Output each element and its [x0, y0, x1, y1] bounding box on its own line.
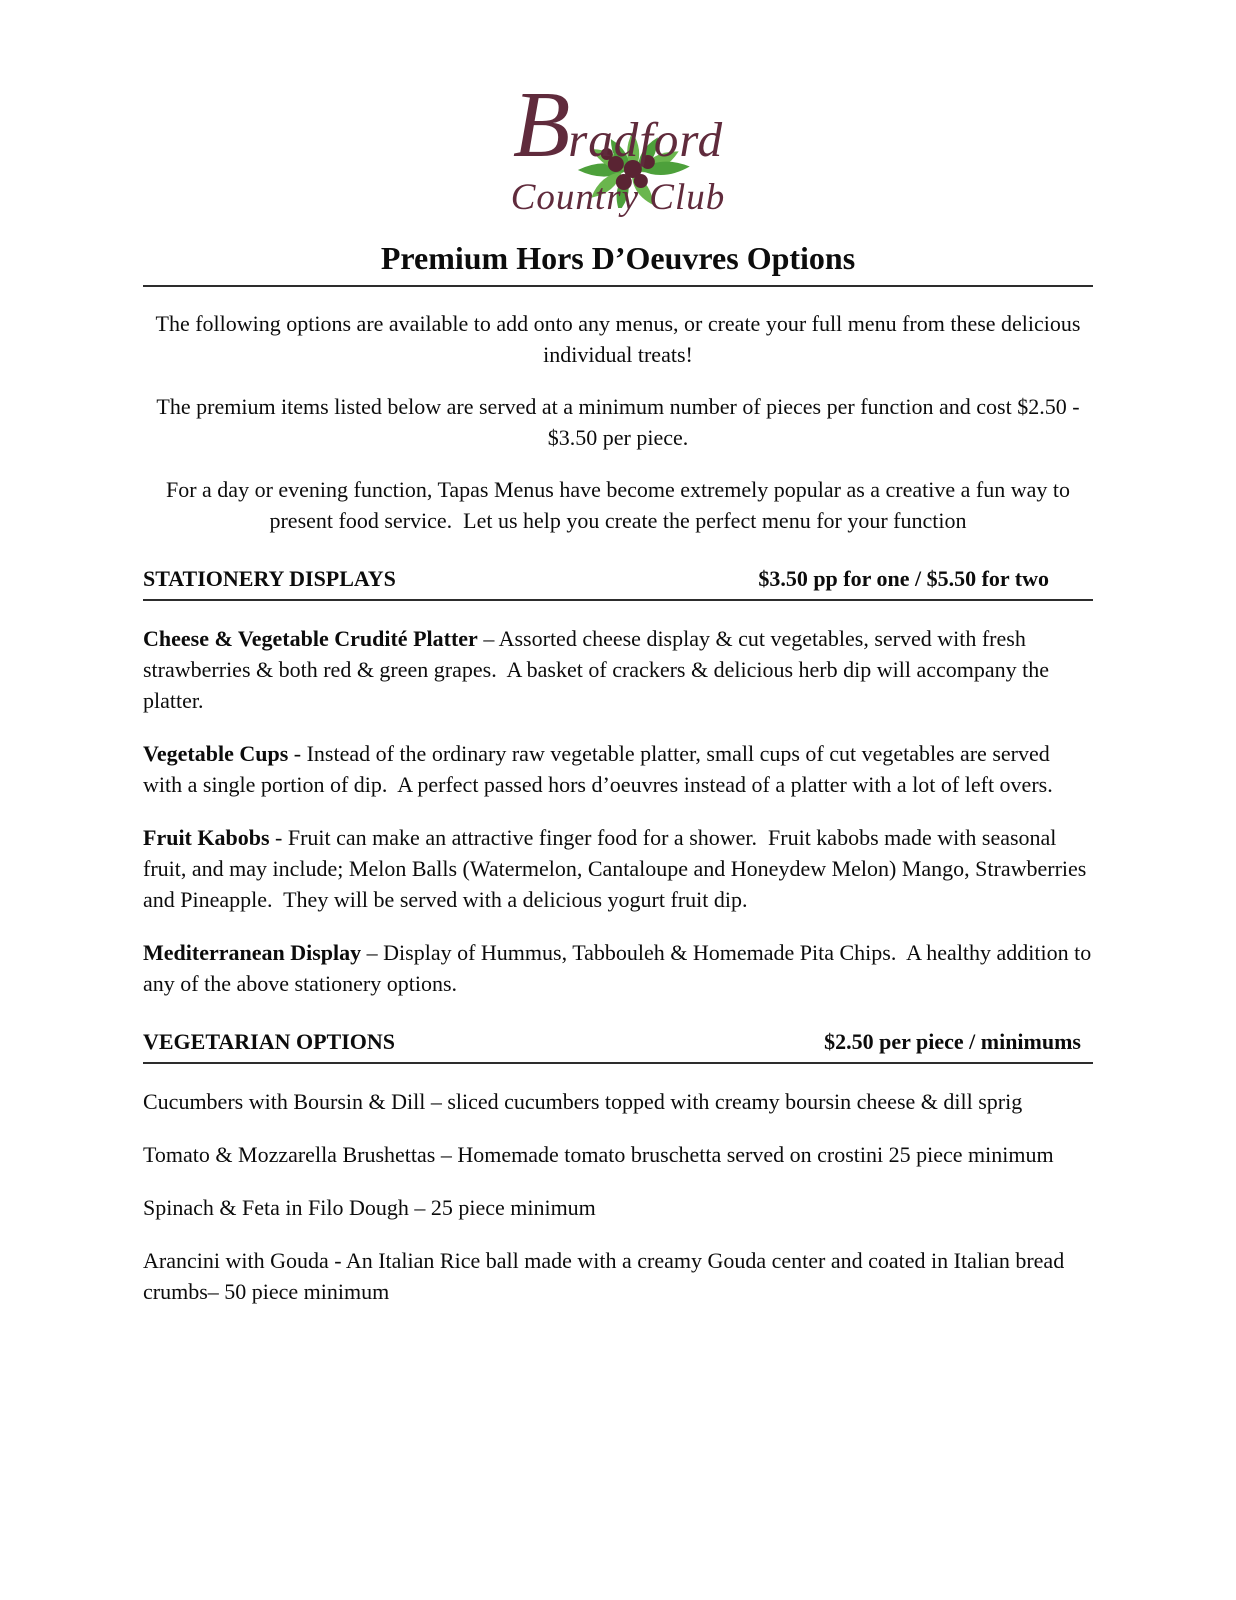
- menu-sections: [143, 565, 1097, 1307]
- menu-item-description: Arancini with Gouda - An Italian Rice ball made with a creamy Gouda center and coated in Italian bread crumbs– 50 piece minimum: [143, 1247, 1070, 1304]
- section-items: [143, 1086, 1093, 1307]
- club-name: [143, 73, 1093, 177]
- menu-item-description: Cucumbers with Boursin & Dill – sliced cucumbers topped with creamy boursin cheese & dill sprig: [143, 1088, 1023, 1114]
- section-header: [143, 566, 1093, 601]
- section-header: [143, 1029, 1093, 1064]
- menu-item-name: Cheese & Vegetable Crudité Platter: [143, 625, 478, 651]
- club-logo: [143, 73, 1093, 228]
- menu-item-separator: –: [361, 939, 384, 965]
- menu-item-description: Tomato & Mozzarella Brushettas – Homemade tomato bruschetta served on crostini 25 piece minimum: [143, 1141, 1054, 1167]
- menu-item: [143, 738, 1093, 800]
- section-items: [143, 623, 1097, 999]
- club-subtitle: Country Club: [510, 177, 726, 218]
- menu-item-separator: -: [269, 824, 288, 850]
- menu-item-name: Vegetable Cups: [143, 740, 289, 766]
- menu-item: [143, 1086, 1093, 1117]
- menu-item: [143, 937, 1097, 999]
- menu-item-description: Spinach & Feta in Filo Dough – 25 piece minimum: [143, 1194, 596, 1220]
- intro-paragraph: The following options are available to add onto any menus, or create your full menu from these delicious individual treats!: [155, 310, 1086, 367]
- section-price: $3.50 pp for one / $5.50 for two: [758, 565, 1049, 591]
- menu-section: [143, 565, 1097, 999]
- menu-item-description: Instead of the ordinary raw vegetable platter, small cups of cut vegetables are served with a single portion of dip. A perfect passed hors d’oeuvres instead of a platter with a lot of left overs.: [143, 740, 1056, 797]
- intro-paragraph: The premium items listed below are served at a minimum number of pieces per function and cost $2.50 - $3.50 per piece.: [156, 393, 1086, 450]
- intro-paragraph: For a day or evening function, Tapas Menus have become extremely popular as a creative a fun way to present food service. Let us help you create the perfect menu for your function: [165, 476, 1076, 533]
- menu-item: [143, 1245, 1093, 1307]
- menu-item-name: Fruit Kabobs: [143, 824, 270, 850]
- menu-item-separator: –: [477, 625, 499, 651]
- menu-item: [143, 822, 1093, 915]
- menu-item: [143, 623, 1093, 716]
- menu-item-name: Mediterranean Display: [143, 939, 362, 965]
- menu-item-description: Fruit can make an attractive finger food for a shower. Fruit kabobs made with seasonal fruit, and may include; Melon Balls (Watermelon, Cantaloupe and Honeydew Melon) Mango, Strawberries and Pineapple. They will be served with a delicious yogurt fruit dip.: [143, 824, 1092, 912]
- menu-item: [143, 1192, 1093, 1223]
- section-heading: STATIONERY DISPLAYS: [143, 565, 396, 591]
- section-heading: VEGETARIAN OPTIONS: [143, 1028, 396, 1054]
- club-name-initial: B: [512, 73, 569, 177]
- menu-item: [143, 1139, 1093, 1170]
- menu-section: [143, 1029, 1093, 1307]
- menu-item-description: Display of Hummus, Tabbouleh & Homemade Pita Chips. A healthy addition to any of the above stationery options.: [143, 939, 1097, 996]
- menu-item-description: Assorted cheese display & cut vegetables, served with fresh strawberries & both red & green grapes. A basket of crackers & delicious herb dip will accompany the platter.: [143, 625, 1055, 713]
- section-price: $2.50 per piece / minimums: [824, 1028, 1081, 1054]
- club-name-rest: radford: [568, 112, 724, 167]
- menu-item-separator: -: [288, 740, 307, 766]
- page-title: Premium Hors D’Oeuvres Options: [143, 240, 1093, 287]
